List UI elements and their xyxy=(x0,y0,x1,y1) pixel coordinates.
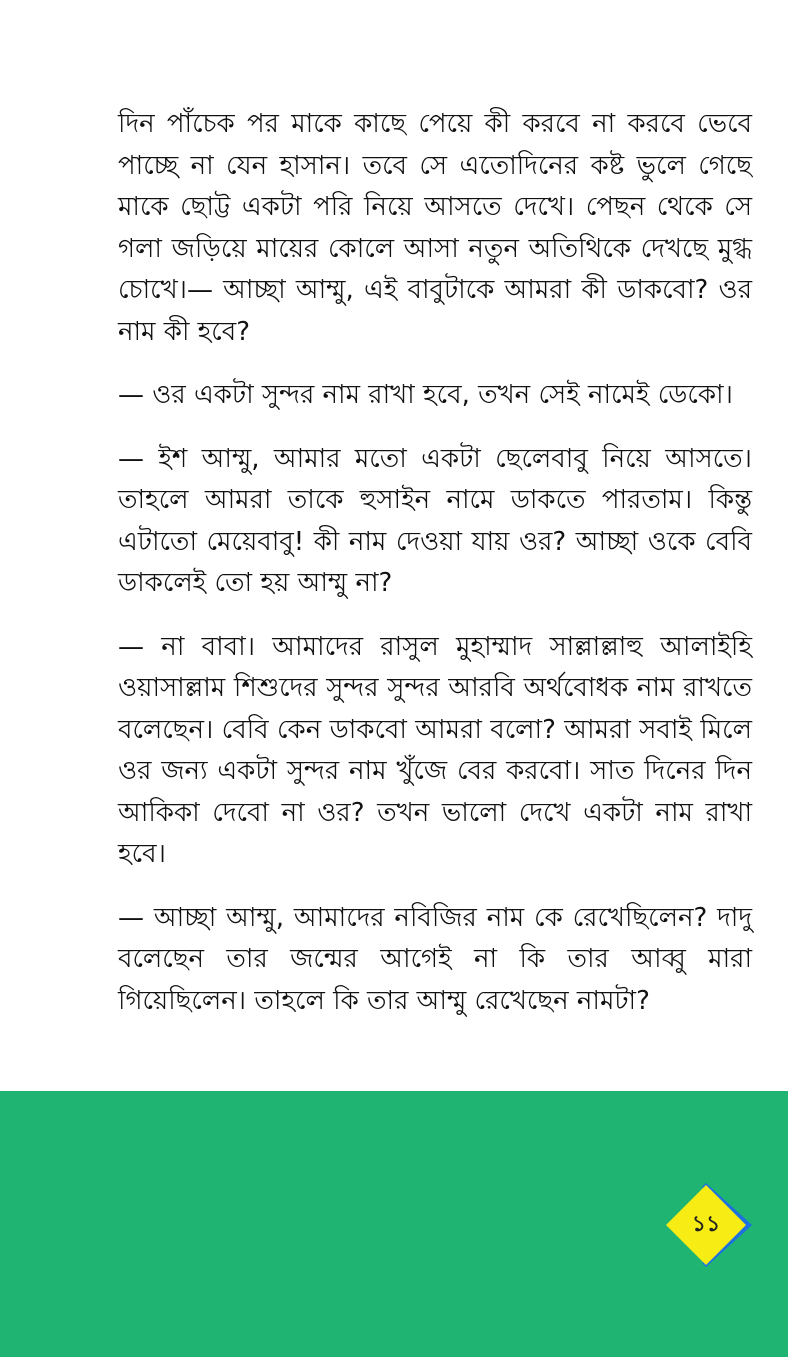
paragraph-4: — না বাবা। আমাদের রাসুল মুহাম্মাদ সাল্লাল্লাহু আলাইহি ওয়াসাল্লাম শিশুদের সুন্দর সুন্দর আরবি অর্থবোধক নাম রাখতে বলেছেন। বেবি কেন ডাকবো আমরা বলো? আমরা সবাই মিলে ওর জন্য একটা সুন্দর নাম খুঁজে বের করবো। সাত দিনের দিন আকিকা দেবো না ওর? তখন ভালো দেখে একটা নাম রাখা হবে। xyxy=(118,631,752,869)
paragraph-5: — আচ্ছা আম্মু, আমাদের নবিজির নাম কে রেখেছিলেন? দাদু বলেছেন তার জন্মের আগেই না কি তার আব্বু মারা গিয়েছিলেন। তাহলে কি তার আম্মু রেখেছেন নামটা? xyxy=(118,902,752,1016)
paragraph-1: দিন পাঁচেক পর মাকে কাছে পেয়ে কী করবে না করবে ভেবে পাচ্ছে না যেন হাসান। তবে সে এতোদিনের কষ্ট ভুলে গেছে মাকে ছোট্ট একটা পরি নিয়ে আসতে দেখে। পেছন থেকে সে গলা জড়িয়ে মায়ের কোলে আসা নতুন অতিথিকে দেখছে মুগ্ধ চোখে।— আচ্ছা আম্মু, এই বাবুটাকে আমরা কী ডাকবো? ওর নাম কী হবে? xyxy=(118,109,752,347)
page-number-badge xyxy=(664,1183,756,1267)
paragraph-3: — ইশ আম্মু, আমার মতো একটা ছেলেবাবু নিয়ে আসতে। তাহলে আমরা তাকে হুসাইন নামে ডাকতে পারতাম। কিন্তু এটাতো মেয়েবাবু! কী নাম দেওয়া যায় ওর? আচ্ছা ওকে বেবি ডাকলেই তো হয় আম্মু না? xyxy=(118,443,752,598)
page-number: ১১ xyxy=(691,1212,721,1237)
paragraph-2: — ওর একটা সুন্দর নাম রাখা হবে, তখন সেই নামেই ডেকো। xyxy=(118,380,733,410)
story-text xyxy=(118,104,752,1044)
